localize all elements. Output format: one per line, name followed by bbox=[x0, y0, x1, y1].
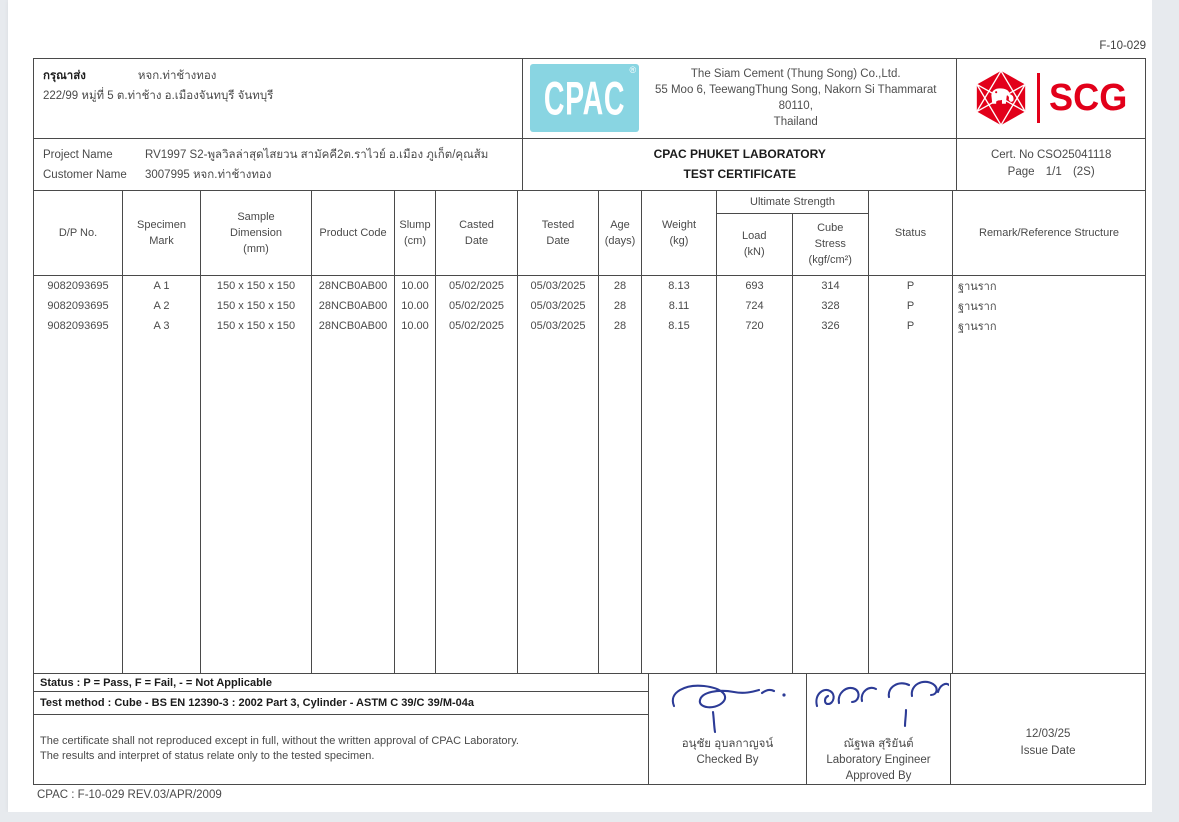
recipient-address: 222/99 หมู่ที่ 5 ต.ท่าช้าง อ.เมืองจันทบุรี จันทบุรี bbox=[43, 90, 274, 102]
cell-sample-dimension: 150 x 150 x 150 bbox=[201, 276, 312, 296]
checked-by-signature-icon bbox=[658, 680, 798, 736]
issue-date-value: 12/03/25 bbox=[1025, 728, 1071, 740]
col-header-cube-stress: Cube Stress (kgf/cm²) bbox=[808, 222, 852, 267]
company-address-line2: Thailand bbox=[773, 116, 818, 129]
approved-by-label: Approved By bbox=[845, 770, 912, 782]
info-band bbox=[34, 139, 1145, 191]
cell-age: 28 bbox=[599, 276, 642, 296]
title-block bbox=[523, 139, 957, 190]
col-header-status: Status bbox=[869, 191, 953, 275]
col-header-ultimate-strength-group bbox=[717, 191, 869, 275]
col-header-ultimate-strength: Ultimate Strength bbox=[717, 191, 868, 214]
cell-slump: 10.00 bbox=[395, 316, 436, 336]
cell-product-code: 28NCB0AB00 bbox=[312, 296, 395, 316]
cell-remark: ฐานราก bbox=[958, 280, 997, 293]
cell-specimen-mark: A 3 bbox=[123, 316, 201, 336]
cell-load: 720 bbox=[717, 316, 793, 336]
recipient-line bbox=[43, 66, 522, 86]
cell-slump: 10.00 bbox=[395, 296, 436, 316]
disclaimer-line1: The certificate shall not reproduced except in full, without the written approval of CPAC Laboratory. bbox=[40, 735, 519, 747]
col-header-product-code: Product Code bbox=[312, 191, 395, 275]
cell-dp-no: 9082093695 bbox=[34, 296, 123, 316]
cell-status: P bbox=[869, 316, 953, 336]
disclaimer-line2: The results and interpret of status relate only to the tested specimen. bbox=[40, 750, 375, 762]
cell-casted-date: 05/02/2025 bbox=[436, 316, 518, 336]
col-header-age: Age (days) bbox=[599, 191, 642, 275]
form-code: F-10-029 bbox=[1099, 40, 1146, 52]
cell-tested-date: 05/03/2025 bbox=[518, 296, 599, 316]
table-row bbox=[34, 296, 1145, 316]
issue-date-label: Issue Date bbox=[1020, 745, 1076, 757]
registered-trademark-icon: ® bbox=[629, 65, 637, 76]
project-line bbox=[43, 145, 522, 165]
table-empty-area bbox=[34, 336, 1145, 673]
approved-by-block bbox=[807, 674, 951, 784]
viewer-gutter-bottom bbox=[0, 812, 1179, 822]
notes-block bbox=[34, 674, 649, 784]
checked-by-block bbox=[649, 674, 807, 784]
certificate-frame bbox=[33, 58, 1146, 785]
viewer-gutter-right bbox=[1152, 0, 1179, 822]
checked-by-name: อนุชัย อุบลกาญจน์ bbox=[681, 738, 774, 750]
cell-casted-date: 05/02/2025 bbox=[436, 296, 518, 316]
table-row bbox=[34, 276, 1145, 296]
col-header-casted-date: Casted Date bbox=[436, 191, 518, 275]
cell-slump: 10.00 bbox=[395, 276, 436, 296]
cpac-logo bbox=[530, 64, 639, 132]
col-header-remark: Remark/Reference Structure bbox=[979, 226, 1119, 239]
company-name: The Siam Cement (Thung Song) Co.,Ltd. bbox=[690, 68, 901, 81]
page-label: Page bbox=[1007, 166, 1035, 179]
cell-age: 28 bbox=[599, 316, 642, 336]
recipient-block bbox=[34, 59, 523, 138]
scg-logo-text: SCG bbox=[1049, 76, 1128, 119]
cert-number: Cert. No CSO25041118 bbox=[990, 149, 1112, 162]
col-header-load: Load (kN) bbox=[717, 214, 793, 275]
page-suffix: (2S) bbox=[1072, 166, 1095, 179]
approved-by-name: ณัฐพล สุริยันต์ bbox=[843, 738, 914, 750]
page-value: 1/1 bbox=[1045, 166, 1062, 179]
company-address-line1: 55 Moo 6, TeewangThung Song, Nakorn Si Thammarat 80110, bbox=[654, 84, 937, 113]
company-address-block bbox=[639, 66, 956, 130]
cert-number-block bbox=[957, 139, 1145, 190]
cell-product-code: 28NCB0AB00 bbox=[312, 276, 395, 296]
page-number-line bbox=[1004, 164, 1099, 181]
cell-weight: 8.11 bbox=[642, 296, 717, 316]
checked-by-label: Checked By bbox=[696, 754, 759, 766]
cell-cube-stress: 314 bbox=[793, 276, 869, 296]
company-block bbox=[523, 59, 957, 138]
test-method: Test method : Cube - BS EN 12390-3 : 2002 Part 3, Cylinder - ASTM C 39/C 39/M-04a bbox=[34, 692, 648, 715]
status-legend: Status : P = Pass, F = Fail, - = Not Applicable bbox=[34, 674, 648, 692]
recipient-name: หจก.ท่าช้างทอง bbox=[137, 70, 217, 82]
cell-sample-dimension: 150 x 150 x 150 bbox=[201, 316, 312, 336]
results-table bbox=[34, 191, 1145, 674]
footer-band bbox=[34, 674, 1145, 784]
col-header-slump: Slump (cm) bbox=[395, 191, 436, 275]
disclaimer bbox=[34, 715, 648, 764]
cell-remark: ฐานราก bbox=[958, 300, 997, 313]
scg-logo-divider bbox=[1037, 73, 1040, 123]
table-row bbox=[34, 316, 1145, 336]
project-block bbox=[34, 139, 523, 190]
header-band bbox=[34, 59, 1145, 139]
customer-value: 3007995 หจก.ท่าช้างทอง bbox=[145, 168, 272, 181]
cell-tested-date: 05/03/2025 bbox=[518, 276, 599, 296]
cell-weight: 8.13 bbox=[642, 276, 717, 296]
cell-specimen-mark: A 1 bbox=[123, 276, 201, 296]
cell-weight: 8.15 bbox=[642, 316, 717, 336]
cell-status: P bbox=[869, 276, 953, 296]
customer-line bbox=[43, 165, 522, 185]
cell-sample-dimension: 150 x 150 x 150 bbox=[201, 296, 312, 316]
cell-casted-date: 05/02/2025 bbox=[436, 276, 518, 296]
laboratory-title: CPAC PHUKET LABORATORY bbox=[653, 147, 826, 162]
col-header-tested-date: Tested Date bbox=[518, 191, 599, 275]
cell-remark: ฐานราก bbox=[958, 320, 997, 333]
customer-label: Customer Name bbox=[43, 168, 127, 181]
cell-age: 28 bbox=[599, 296, 642, 316]
certificate-title: TEST CERTIFICATE bbox=[683, 167, 796, 182]
col-header-dp-no: D/P No. bbox=[34, 191, 123, 275]
cell-product-code: 28NCB0AB00 bbox=[312, 316, 395, 336]
cpac-logo-text: CPAC bbox=[544, 71, 626, 125]
cell-status: P bbox=[869, 296, 953, 316]
scg-elephant-hexagon-icon bbox=[972, 69, 1030, 127]
scg-logo bbox=[957, 59, 1145, 138]
cell-cube-stress: 328 bbox=[793, 296, 869, 316]
cell-cube-stress: 326 bbox=[793, 316, 869, 336]
col-header-specimen-mark: Specimen Mark bbox=[123, 191, 201, 275]
send-to-label: กรุณาส่ง bbox=[43, 70, 86, 82]
project-value: RV1997 S2-พูลวิลล่าสุดไสยวน สามัคคี2ต.ราไวย์ อ.เมือง ภูเก็ต/คุณส้ม bbox=[145, 148, 489, 161]
cell-load: 724 bbox=[717, 296, 793, 316]
project-label: Project Name bbox=[43, 148, 113, 161]
col-header-weight: Weight (kg) bbox=[642, 191, 717, 275]
form-revision-footer: CPAC : F-10-029 REV.03/APR/2009 bbox=[37, 789, 222, 801]
document-page bbox=[8, 0, 1152, 812]
cell-specimen-mark: A 2 bbox=[123, 296, 201, 316]
col-header-sample-dimension: Sample Dimension (mm) bbox=[201, 191, 312, 275]
issue-date-block bbox=[951, 674, 1145, 784]
cell-tested-date: 05/03/2025 bbox=[518, 316, 599, 336]
cell-dp-no: 9082093695 bbox=[34, 276, 123, 296]
approved-by-title: Laboratory Engineer bbox=[826, 754, 931, 766]
table-header-row bbox=[34, 191, 1145, 276]
table-body bbox=[34, 276, 1145, 673]
cell-load: 693 bbox=[717, 276, 793, 296]
approved-by-signature-icon bbox=[809, 680, 949, 736]
cell-dp-no: 9082093695 bbox=[34, 316, 123, 336]
